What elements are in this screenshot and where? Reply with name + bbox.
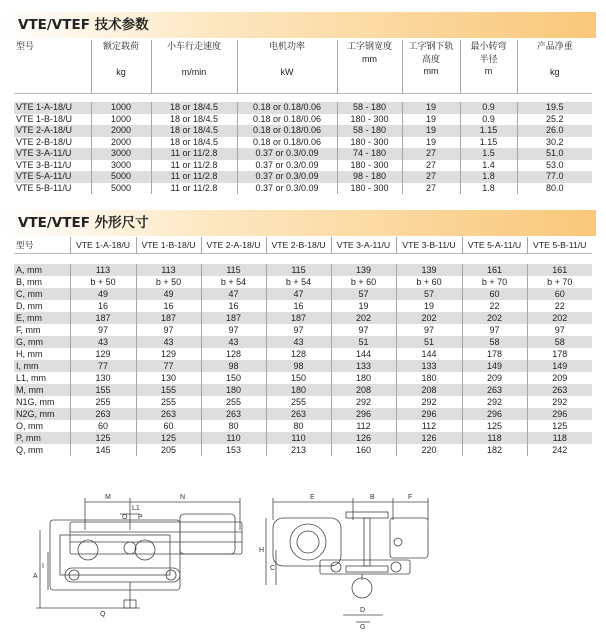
- dim-row: [14, 408, 592, 420]
- label-g: G: [360, 624, 366, 630]
- dim-value-cell: 110: [201, 432, 266, 444]
- spec-value-cell: 1.8: [460, 171, 517, 183]
- spec-value-cell: 18 or 18/4.5: [151, 102, 237, 114]
- dim-value-cell: 60: [462, 288, 527, 300]
- spec-model-cell: VTE 2-B-18/U: [14, 137, 91, 149]
- dim-value-cell: 77: [136, 360, 201, 372]
- dim-value-cell: 49: [136, 288, 201, 300]
- dim-value-cell: 161: [527, 264, 592, 276]
- dim-value-cell: 77: [70, 360, 136, 372]
- dim-value-cell: 97: [136, 324, 201, 336]
- dim-value-cell: 263: [136, 408, 201, 420]
- spec-value-cell: 180 - 300: [337, 137, 402, 149]
- spec-value-cell: 1.4: [460, 160, 517, 172]
- spec-row: [14, 183, 592, 195]
- dim-value-cell: 125: [552, 421, 568, 431]
- spec-value-cell: 27: [402, 148, 460, 160]
- spec-value-cell: 25.2: [517, 114, 592, 126]
- dim-row: [14, 276, 592, 288]
- dim-value-cell: 144: [331, 348, 396, 360]
- spec-value-cell: 98 - 180: [337, 171, 402, 183]
- dim-value-cell: 160: [331, 444, 396, 456]
- spec-section-title: VTE/VTEF 技术参数: [0, 12, 596, 38]
- label-h: H: [259, 547, 265, 554]
- spec-value-cell: 0.37 or 0.3/0.09: [237, 171, 337, 183]
- spec-value-cell: 11 or 11/2.8: [151, 160, 237, 172]
- motor-fan: [290, 524, 326, 560]
- spec-row: [14, 137, 592, 149]
- spec-value-cell: 0.37 or 0.3/0.09: [237, 148, 337, 160]
- dim-row: [14, 432, 592, 444]
- dim-value-cell: 125: [70, 432, 136, 444]
- dim-value-cell: 187: [201, 312, 266, 324]
- dim-value-cell: 255: [201, 396, 266, 408]
- dim-value-cell: 292: [462, 396, 527, 408]
- dim-label-cell: N1G, mm: [14, 396, 70, 408]
- dim-value-cell: 97: [331, 324, 396, 336]
- motor-housing: [180, 514, 235, 554]
- spec-row: [14, 148, 592, 160]
- spec-value-cell: 1000: [91, 114, 151, 126]
- dim-value-cell: 296: [396, 408, 462, 420]
- gearbox: [390, 518, 428, 558]
- dim-value-cell: 51: [331, 336, 396, 348]
- label-c: C: [270, 565, 276, 572]
- dim-value-cell: 97: [70, 324, 136, 336]
- spec-value-cell: 5000: [91, 183, 151, 195]
- dim-row: [14, 384, 592, 396]
- dim-value-cell: 126: [331, 432, 396, 444]
- label-b: B: [370, 494, 375, 501]
- dim-value-cell: 60: [136, 420, 201, 432]
- spec-header-cell: 工字钢宽度 mm: [337, 40, 402, 94]
- dim-value-cell: 22: [462, 300, 527, 312]
- spec-value-cell: 0.18 or 0.18/0.06: [237, 102, 337, 114]
- label-e: E: [310, 494, 315, 501]
- dim-value-cell: 16: [201, 300, 266, 312]
- dim-value-cell: 187: [266, 312, 331, 324]
- dim-value-cell: 187: [70, 312, 136, 324]
- dim-value-cell: 149: [462, 360, 527, 372]
- spec-model-cell: VTE 5-A-11/U: [14, 171, 91, 183]
- spec-value-cell: 58 - 180: [337, 102, 402, 114]
- spec-value-cell: 0.18 or 0.18/0.06: [237, 114, 337, 126]
- spec-value-cell: 5000: [91, 171, 151, 183]
- spec-value-cell: 3000: [91, 148, 151, 160]
- spec-header-cell: 工字钢下轨 高度 mm: [402, 40, 460, 94]
- dim-header-model: VTE 5-B-11/U: [533, 240, 587, 250]
- dim-row: [14, 312, 592, 324]
- spec-row: [14, 114, 592, 126]
- dim-value-cell: 43: [70, 336, 136, 348]
- label-q: Q: [100, 611, 106, 618]
- dim-table: [14, 237, 592, 456]
- spec-value-cell: 2000: [91, 125, 151, 137]
- dim-value-cell: 296: [331, 408, 396, 420]
- dim-label-cell: G, mm: [14, 336, 70, 348]
- side-view-drawing: [258, 490, 448, 630]
- dim-value-cell: 255: [136, 396, 201, 408]
- dim-value-cell: 130: [70, 372, 136, 384]
- dim-label-cell: L1, mm: [14, 372, 70, 384]
- label-f: F: [408, 494, 413, 501]
- dim-value-cell: 97: [266, 324, 331, 336]
- spec-value-cell: 27: [402, 171, 460, 183]
- dim-label-cell: B, mm: [14, 276, 70, 288]
- spec-value-cell: 19: [402, 102, 460, 114]
- beam-web: [364, 518, 370, 566]
- dim-value-cell: 208: [331, 384, 396, 396]
- dim-value-cell: 187: [136, 312, 201, 324]
- label-n: N: [180, 494, 186, 501]
- dim-header-label: 型号: [14, 237, 70, 254]
- dim-value-cell: 118: [527, 432, 592, 444]
- dim-header-model: VTE 1-B-18/U: [136, 237, 201, 254]
- dim-value-cell: 43: [201, 336, 266, 348]
- dim-value-cell: 126: [396, 432, 462, 444]
- dim-value-cell: 180: [331, 372, 396, 384]
- spec-header-cell: 额定载荷 kg: [91, 40, 151, 94]
- dim-header-model: VTE 1-A-18/U: [70, 237, 136, 254]
- dim-label-cell: D, mm: [14, 300, 70, 312]
- dim-value-cell: 178: [552, 349, 568, 359]
- spec-value-cell: 180 - 300: [337, 183, 402, 195]
- spec-value-cell: 51.0: [517, 148, 592, 160]
- dim-value-cell: 255: [70, 396, 136, 408]
- dim-row: [14, 396, 592, 408]
- dim-row: [14, 420, 592, 432]
- label-d: D: [360, 607, 366, 614]
- dim-value-cell: 209: [462, 372, 527, 384]
- dim-value-cell: 60: [527, 288, 592, 300]
- dim-value-cell: 98: [201, 360, 266, 372]
- dim-value-cell: 60: [70, 420, 136, 432]
- spec-value-cell: 0.9: [460, 114, 517, 126]
- spec-value-cell: 18 or 18/4.5: [151, 125, 237, 137]
- dim-label-cell: E, mm: [14, 312, 70, 324]
- dim-row: [14, 360, 592, 372]
- spec-row: [14, 125, 592, 137]
- dim-value-cell: 22: [554, 301, 565, 311]
- spec-value-cell: 18 or 18/4.5: [151, 137, 237, 149]
- dim-value-cell: 49: [70, 288, 136, 300]
- spec-value-cell: 19: [402, 114, 460, 126]
- spec-header-cell: 型号: [14, 40, 91, 94]
- spec-model-cell: VTE 1-B-18/U: [14, 114, 91, 126]
- spec-value-cell: 1000: [91, 102, 151, 114]
- dim-value-cell: 150: [266, 372, 331, 384]
- spec-value-cell: 0.18 or 0.18/0.06: [237, 125, 337, 137]
- label-i: I: [42, 563, 44, 570]
- dim-row: [14, 336, 592, 348]
- dim-value-cell: 202: [462, 312, 527, 324]
- dim-header-model: VTE 2-A-18/U: [201, 237, 266, 254]
- dim-value-cell: 113: [136, 264, 201, 276]
- spec-value-cell: 1.8: [460, 183, 517, 195]
- spec-value-cell: 53.0: [517, 160, 592, 172]
- dim-value-cell: 213: [266, 444, 331, 456]
- side-plate: [50, 520, 180, 590]
- spec-value-cell: 27: [402, 160, 460, 172]
- dim-label-cell: H, mm: [14, 348, 70, 360]
- label-l1: L1: [132, 505, 140, 512]
- spec-value-cell: 26.0: [517, 125, 592, 137]
- dim-value-cell: b + 50: [70, 276, 136, 288]
- spec-value-cell: 0.37 or 0.3/0.09: [237, 183, 337, 195]
- label-m: M: [105, 494, 111, 501]
- spec-model-cell: VTE 2-A-18/U: [14, 125, 91, 137]
- spec-value-cell: 74 - 180: [337, 148, 402, 160]
- dim-value-cell: 202: [396, 312, 462, 324]
- dim-value-cell: 296: [527, 408, 592, 420]
- dim-value-cell: 19: [331, 300, 396, 312]
- dim-value-cell: 128: [266, 348, 331, 360]
- dim-value-cell: 57: [331, 288, 396, 300]
- dim-value-cell: 263: [266, 408, 331, 420]
- dim-value-cell: 43: [266, 336, 331, 348]
- dim-header-model: VTE 5-A-11/U: [462, 237, 527, 254]
- dim-value-cell: 144: [396, 348, 462, 360]
- spec-value-cell: 3000: [91, 160, 151, 172]
- hook-loop: [352, 578, 372, 598]
- dim-value-cell: 58: [462, 336, 527, 348]
- spec-row: [14, 160, 592, 172]
- dim-value-cell: 129: [136, 348, 201, 360]
- spec-value-cell: 2000: [91, 137, 151, 149]
- spec-value-cell: 180 - 300: [337, 160, 402, 172]
- dim-value-cell: 292: [552, 397, 568, 407]
- wheel-left: [78, 540, 98, 560]
- dim-value-cell: 180: [201, 384, 266, 396]
- spec-model-cell: VTE 3-B-11/U: [14, 160, 91, 172]
- dim-row: [14, 288, 592, 300]
- dim-value-cell: 80: [201, 420, 266, 432]
- dim-value-cell: 97: [201, 324, 266, 336]
- dim-label-cell: C, mm: [14, 288, 70, 300]
- dim-value-cell: 51: [396, 336, 462, 348]
- dim-label-cell: N2G, mm: [14, 408, 70, 420]
- dim-value-cell: 16: [266, 300, 331, 312]
- dim-label-cell: Q, mm: [14, 444, 70, 456]
- dim-value-cell: b + 70: [462, 276, 527, 288]
- dim-value-cell: 125: [462, 420, 527, 432]
- dim-label-cell: O, mm: [14, 420, 70, 432]
- spec-model-cell: VTE 1-A-18/U: [14, 102, 91, 114]
- dim-value-cell: 263: [527, 384, 592, 396]
- dim-value-cell: b + 60: [331, 276, 396, 288]
- spec-table: [14, 40, 592, 194]
- dim-value-cell: 263: [70, 408, 136, 420]
- wheel-right: [135, 540, 155, 560]
- dim-value-cell: 113: [70, 264, 136, 276]
- dim-value-cell: 19: [396, 300, 462, 312]
- spec-value-cell: 1.15: [460, 137, 517, 149]
- dim-value-cell: 296: [462, 408, 527, 420]
- spec-value-cell: 11 or 11/2.8: [151, 148, 237, 160]
- spec-value-cell: 0.18 or 0.18/0.06: [237, 137, 337, 149]
- dim-value-cell: 47: [201, 288, 266, 300]
- dim-label-cell: M, mm: [14, 384, 70, 396]
- dim-value-cell: 133: [396, 360, 462, 372]
- spec-value-cell: 0.37 or 0.3/0.09: [237, 160, 337, 172]
- dim-value-cell: 149: [527, 360, 592, 372]
- dim-value-cell: 139: [396, 264, 462, 276]
- dim-value-cell: 115: [266, 264, 331, 276]
- front-view-drawing: [30, 490, 250, 628]
- dim-row: [14, 264, 592, 276]
- dim-value-cell: 255: [266, 396, 331, 408]
- dim-value-cell: 263: [462, 384, 527, 396]
- dim-value-cell: 97: [462, 324, 527, 336]
- spec-value-cell: 58 - 180: [337, 125, 402, 137]
- dim-value-cell: 182: [462, 444, 527, 456]
- dim-value-cell: b + 54: [201, 276, 266, 288]
- dim-value-cell: 43: [136, 336, 201, 348]
- dim-header-model: VTE 3-B-11/U: [396, 237, 462, 254]
- dim-value-cell: b + 54: [266, 276, 331, 288]
- spec-header-cell: 最小转弯 半径 m: [460, 40, 517, 94]
- dim-value-cell: 180: [266, 384, 331, 396]
- spec-value-cell: 180 - 300: [337, 114, 402, 126]
- dim-value-cell: 125: [136, 432, 201, 444]
- spec-value-cell: 11 or 11/2.8: [151, 183, 237, 195]
- dim-section-title: VTE/VTEF 外形尺寸: [0, 210, 596, 236]
- spec-header-row: [14, 40, 592, 94]
- dim-value-cell: 220: [396, 444, 462, 456]
- side-motor: [273, 518, 341, 566]
- dim-value-cell: 16: [136, 300, 201, 312]
- spec-value-cell: 30.2: [517, 137, 592, 149]
- dim-value-cell: 292: [331, 396, 396, 408]
- dim-value-cell: 110: [266, 432, 331, 444]
- dim-value-cell: 80: [266, 420, 331, 432]
- spec-value-cell: 0.9: [460, 102, 517, 114]
- dim-value-cell: 263: [201, 408, 266, 420]
- dim-value-cell: 145: [70, 444, 136, 456]
- dim-value-cell: 115: [201, 264, 266, 276]
- spec-value-cell: 27: [402, 183, 460, 195]
- dim-value-cell: 128: [201, 348, 266, 360]
- dim-value-cell: b + 60: [396, 276, 462, 288]
- trolley-motor-body: [70, 522, 242, 554]
- dim-value-cell: 150: [201, 372, 266, 384]
- spec-value-cell: 19: [402, 137, 460, 149]
- dim-value-cell: 292: [396, 396, 462, 408]
- dim-row: [14, 348, 592, 360]
- dim-row: [14, 300, 592, 312]
- dim-value-cell: 97: [554, 325, 565, 335]
- spec-value-cell: 19: [402, 125, 460, 137]
- dim-value-cell: 178: [462, 348, 527, 360]
- spec-row: [14, 102, 592, 114]
- dim-header-row: [14, 237, 592, 254]
- dim-value-cell: 47: [266, 288, 331, 300]
- dim-value-cell: 205: [136, 444, 201, 456]
- dim-label-cell: F, mm: [14, 324, 70, 336]
- spec-value-cell: 1.15: [460, 125, 517, 137]
- spec-value-cell: 77.0: [517, 171, 592, 183]
- dim-value-cell: 98: [266, 360, 331, 372]
- dim-value-cell: 97: [396, 324, 462, 336]
- spec-value-cell: 80.0: [517, 183, 592, 195]
- spec-model-cell: VTE 5-B-11/U: [14, 183, 91, 195]
- beam-flange: [346, 512, 388, 518]
- dim-value-cell: 112: [396, 420, 462, 432]
- dim-value-cell: 209: [552, 373, 568, 383]
- dim-row: [14, 444, 592, 456]
- spec-row: [14, 171, 592, 183]
- dim-value-cell: 180: [396, 372, 462, 384]
- dim-value-cell: 57: [396, 288, 462, 300]
- dim-header-model: VTE 3-A-11/U: [331, 237, 396, 254]
- dim-label-cell: A, mm: [14, 264, 70, 276]
- dim-value-cell: 161: [462, 264, 527, 276]
- dim-value-cell: 16: [70, 300, 136, 312]
- dim-value-cell: 155: [70, 384, 136, 396]
- spec-header-cell: 电机功率 kW: [237, 40, 337, 94]
- dim-value-cell: 139: [331, 264, 396, 276]
- label-p: P: [138, 514, 143, 521]
- dim-value-cell: 130: [136, 372, 201, 384]
- dim-header-model: VTE 2-B-18/U: [266, 237, 331, 254]
- spec-model-cell: VTE 3-A-11/U: [14, 148, 91, 160]
- dim-value-cell: 129: [70, 348, 136, 360]
- label-o: O: [122, 514, 128, 521]
- dim-value-cell: 208: [396, 384, 462, 396]
- dim-value-cell: 133: [331, 360, 396, 372]
- spec-value-cell: 11 or 11/2.8: [151, 171, 237, 183]
- dim-row: [14, 324, 592, 336]
- spec-header-cell: 小车行走速度 m/min: [151, 40, 237, 94]
- dim-value-cell: 155: [136, 384, 201, 396]
- label-a: A: [33, 573, 38, 580]
- spec-header-cell: 产品净重 kg: [536, 41, 573, 77]
- dim-value-cell: b + 70: [547, 277, 573, 287]
- spec-value-cell: 19.5: [517, 102, 592, 114]
- dim-value-cell: 112: [331, 420, 396, 432]
- spec-value-cell: 1.5: [460, 148, 517, 160]
- dim-value-cell: 202: [331, 312, 396, 324]
- dim-value-cell: 58: [527, 336, 592, 348]
- dim-row: [14, 372, 592, 384]
- spec-value-cell: 18 or 18/4.5: [151, 114, 237, 126]
- dim-value-cell: 153: [201, 444, 266, 456]
- dim-value-cell: b + 50: [136, 276, 201, 288]
- dim-value-cell: 202: [527, 312, 592, 324]
- dim-value-cell: 242: [552, 445, 568, 455]
- dim-value-cell: 118: [462, 432, 527, 444]
- dim-label-cell: I, mm: [14, 360, 70, 372]
- dim-label-cell: P, mm: [14, 432, 70, 444]
